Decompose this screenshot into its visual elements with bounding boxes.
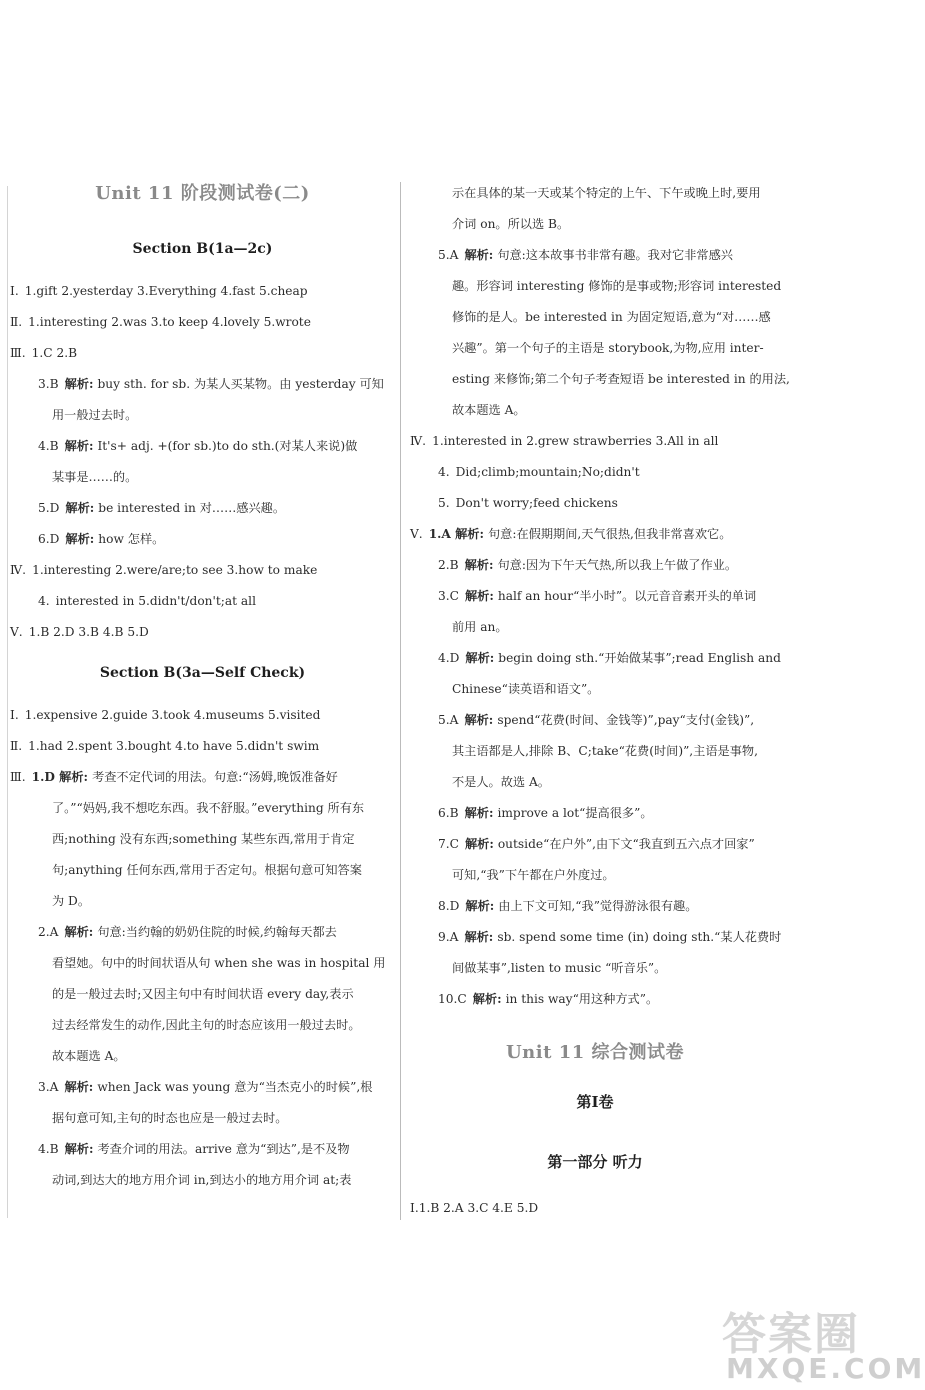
item-number: 5. (438, 496, 450, 510)
answer-line: Chinese“读英语和语文”。 (452, 682, 600, 696)
answer-line: 看望她。句中的时间状语从句 when she was in hospital 用 (52, 956, 386, 970)
answer-text: in this way“用这种方式”。 (505, 992, 659, 1006)
answer-text: 由上下文可知,“我”觉得游泳很有趣。 (498, 899, 698, 913)
item-number: 3.A (38, 1080, 59, 1094)
answer-line: 修饰的是人。be interested in 为固定短语,意为“对……感 (452, 310, 771, 324)
section-3a-self-check-answers (10, 700, 395, 1196)
answer-line: 间做某事”,listen to music “听音乐”。 (452, 961, 667, 975)
analysis-label: 1.D 解析: (31, 770, 89, 784)
answer-line: 示在具体的某一天或某个特定的上午、下午或晚上时,要用 (452, 186, 761, 200)
answer-text: 句意:在假期期间,天气很热,但我非常喜欢它。 (487, 527, 732, 541)
analysis-label: 解析: (65, 532, 95, 546)
analysis-label: 解析: (64, 377, 94, 391)
answer-line (410, 550, 780, 581)
answer-text: 1.gift 2.yesterday 3.Everything 4.fast 5.cheap (24, 284, 308, 298)
analysis-label: 解析: (464, 806, 494, 820)
analysis-label: 解析: (472, 992, 502, 1006)
answer-line (10, 700, 395, 731)
item-number: 4. (38, 594, 50, 608)
answer-line: 过去经常发生的动作,因此主句的时态应该用一般过去时。 (52, 1018, 361, 1032)
answer-text: Did;climb;mountain;No;didn't (455, 465, 640, 479)
watermark-bottom-text: MXQE.COM (726, 1352, 925, 1385)
answer-line (10, 431, 395, 462)
item-number: 2.A (38, 925, 59, 939)
analysis-label: 解析: (465, 651, 495, 665)
answer-line (410, 519, 780, 550)
answer-line (410, 798, 780, 829)
column-divider (400, 182, 401, 1220)
item-number: 4.D (438, 651, 460, 665)
analysis-label: 解析: (464, 558, 494, 572)
analysis-label: 解析: (464, 837, 494, 851)
answer-line (410, 643, 780, 674)
answer-line: 据句意可知,主句的时态也应是一般过去时。 (52, 1111, 288, 1125)
answer-line: 动词,到达大的地方用介词 in,到达小的地方用介词 at;表 (52, 1173, 352, 1187)
answer-line (10, 617, 395, 648)
answer-line: esting 来修饰;第二个句子考查短语 be interested in 的用法, (452, 372, 790, 386)
analysis-label: 1.A 解析: (428, 527, 484, 541)
answer-line: 前用 an。 (452, 620, 508, 634)
answer-line (410, 984, 780, 1015)
answer-text: when Jack was young 意为“当杰克小的时候”,根 (97, 1080, 373, 1094)
answer-line (410, 426, 780, 457)
volume-title: 第Ⅰ卷 (576, 1093, 614, 1111)
analysis-label: 解析: (64, 1080, 94, 1094)
analysis-label: 解析: (64, 925, 94, 939)
left-margin-rule (7, 186, 8, 1218)
part-title-listening: 第一部分 听力 (547, 1153, 643, 1171)
item-number: Ⅲ. (10, 346, 26, 360)
analysis-label: 解析: (464, 713, 494, 727)
left-column (10, 178, 395, 1196)
item-number: 6.B (438, 806, 459, 820)
answer-line: 某事是……的。 (52, 470, 138, 484)
item-number: 4. (438, 465, 450, 479)
answer-text: improve a lot“提高很多”。 (497, 806, 653, 820)
answer-text: how 怎样。 (98, 532, 165, 546)
answer-line (410, 922, 780, 953)
item-number: Ⅳ. (410, 434, 427, 448)
answer-line: 西;nothing 没有东西;something 某些东西,常用于肯定 (52, 832, 355, 846)
answer-line (10, 555, 395, 586)
item-number: 9.A (438, 930, 459, 944)
answer-text: 考查介词的用法。arrive 意为“到达”,是不及物 (97, 1142, 350, 1156)
item-number: 2.B (438, 558, 459, 572)
watermark-top-text: 答案圈 (722, 1309, 860, 1360)
answer-line: 介词 on。所以选 B。 (452, 217, 570, 231)
analysis-label: 解析: (64, 1142, 94, 1156)
watermark-logo (722, 1298, 925, 1386)
answer-line: 其主语都是人,排除 B、C;take“花费(时间)”,主语是事物, (452, 744, 758, 758)
item-number: 5.D (38, 501, 60, 515)
answer-text: 1.B 2.D 3.B 4.B 5.D (28, 625, 149, 639)
answer-line: 的是一般过去时;又因主句中有时间状语 every day,表示 (52, 987, 354, 1001)
item-number: Ⅴ. (10, 625, 23, 639)
answer-text: 1.interesting 2.was 3.to keep 4.lovely 5.wrote (28, 315, 311, 329)
analysis-label: 解析: (464, 248, 494, 262)
answer-text: 1.interesting 2.were/are;to see 3.how to make (32, 563, 318, 577)
answer-line (10, 276, 395, 307)
answer-text: 句意:因为下午天气热,所以我上午做了作业。 (497, 558, 738, 572)
item-number: 6.D (38, 532, 60, 546)
item-number: 8.D (438, 899, 460, 913)
answer-text: 考查不定代词的用法。句意:“汤姆,晚饭准备好 (92, 770, 338, 784)
answer-text: outside“在户外”,由下文“我直到五六点才回家” (497, 837, 755, 851)
answer-line: 故本题选 A。 (52, 1049, 126, 1063)
item-number: 4.B (38, 1142, 59, 1156)
answer-line (410, 705, 780, 736)
answer-line: 了。”“妈妈,我不想吃东西。我不舒服。”everything 所有东 (52, 801, 365, 815)
answer-line (410, 457, 780, 488)
listening-answers: Ⅰ.1.B 2.A 3.C 4.E 5.D (410, 1201, 539, 1215)
item-number: 3.B (38, 377, 59, 391)
answer-text: Don't worry;feed chickens (455, 496, 618, 510)
item-number: 5.A (438, 713, 459, 727)
unit-title-comprehensive-test: Unit 11 综合测试卷 (505, 1042, 685, 1063)
answer-line: 句;anything 任何东西,常用于否定句。根据句意可知答案 (52, 863, 362, 877)
item-number: 3.C (438, 589, 459, 603)
answer-line (410, 891, 780, 922)
section-title-1a-2c: Section B(1a—2c) (132, 241, 273, 257)
section-title-3a-self-check: Section B(3a—Self Check) (99, 665, 306, 681)
answer-line (10, 731, 395, 762)
answer-line (410, 581, 780, 612)
item-number: 4.B (38, 439, 59, 453)
answer-text: 1.expensive 2.guide 3.took 4.museums 5.visited (24, 708, 321, 722)
answer-text: 句意:当约翰的奶奶住院的时候,约翰每天都去 (97, 925, 337, 939)
answer-line (10, 369, 395, 400)
item-number: 7.C (438, 837, 459, 851)
answer-text: begin doing sth.“开始做某事”;read English and (498, 651, 781, 665)
analysis-label: 解析: (464, 589, 494, 603)
answer-line: 用一般过去时。 (52, 408, 138, 422)
answer-text: buy sth. for sb. 为某人买某物。由 yesterday 可知 (97, 377, 384, 391)
answer-line (410, 488, 780, 519)
item-number: 5.A (438, 248, 459, 262)
analysis-label: 解析: (64, 439, 94, 453)
answer-line: 趣。形容词 interesting 修饰的是事或物;形容词 interested (452, 279, 782, 293)
answer-text: spend“花费(时间、金钱等)”,pay“支付(金钱)”, (497, 713, 755, 727)
answer-line (10, 1134, 395, 1165)
item-number: Ⅰ. (10, 284, 19, 298)
answer-text: half an hour“半小时”。以元音音素开头的单词 (497, 589, 757, 603)
right-answers-continued (410, 178, 790, 1015)
answer-line (10, 586, 395, 617)
answer-text: 1.C 2.B (31, 346, 78, 360)
item-number: Ⅱ. (10, 739, 23, 753)
answer-line: 为 D。 (52, 894, 91, 908)
answer-line (410, 240, 780, 271)
answer-line (10, 524, 395, 555)
answer-text: 句意:这本故事书非常有趣。我对它非常感兴 (497, 248, 733, 262)
answer-line (10, 307, 395, 338)
right-column (410, 178, 790, 1224)
item-number: Ⅳ. (10, 563, 27, 577)
section-1a-2c-answers (10, 276, 395, 648)
answer-line (10, 917, 395, 948)
analysis-label: 解析: (65, 501, 95, 515)
unit-title-stage-test: Unit 11 阶段测试卷(二) (95, 183, 310, 204)
item-number: Ⅰ. (10, 708, 19, 722)
answer-line: 不是人。故选 A。 (452, 775, 550, 789)
answer-text: It's+ adj. +(for sb.)to do sth.(对某人来说)做 (97, 439, 358, 453)
item-number: Ⅲ. (10, 770, 26, 784)
answer-line (10, 762, 395, 793)
item-number: 10.C (438, 992, 467, 1006)
item-number: Ⅴ. (410, 527, 423, 541)
answer-line: 故本题选 A。 (452, 403, 526, 417)
answer-line (410, 829, 780, 860)
analysis-label: 解析: (464, 930, 494, 944)
answer-text: be interested in 对……感兴趣。 (98, 501, 286, 515)
answer-line (10, 338, 395, 369)
answer-text: interested in 5.didn't/don't;at all (55, 594, 256, 608)
answer-line (10, 1072, 395, 1103)
answer-text: 1.had 2.spent 3.bought 4.to have 5.didn't swim (28, 739, 320, 753)
answer-line (10, 493, 395, 524)
answer-line: 可知,“我”下午都在户外度过。 (452, 868, 615, 882)
answer-line: 兴趣”。第一个句子的主语是 storybook,为物,应用 inter- (452, 341, 764, 355)
analysis-label: 解析: (465, 899, 495, 913)
answer-text: 1.interested in 2.grew strawberries 3.All in all (432, 434, 719, 448)
item-number: Ⅱ. (10, 315, 23, 329)
answer-text: sb. spend some time (in) doing sth.“某人花费时 (497, 930, 782, 944)
